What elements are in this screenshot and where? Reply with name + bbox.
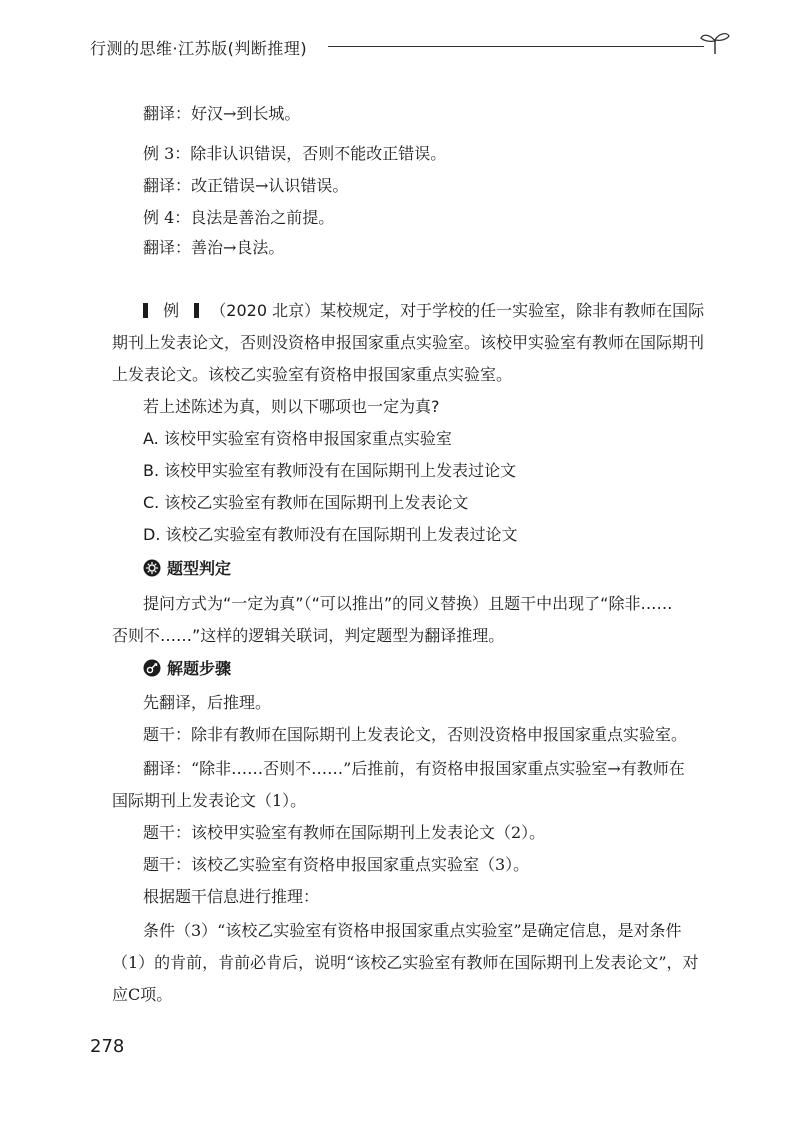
text-line: 根据题干信息进行推理： (143, 887, 320, 906)
solution-heading-label: 解题步骤 (167, 659, 232, 678)
gear-icon (143, 559, 161, 577)
option-d: D. 该校乙实验室有教师没有在国际期刊上发表过论文 (143, 525, 518, 544)
page-number: 278 (90, 1036, 125, 1057)
example-first-line (143, 300, 704, 322)
sprout-icon (698, 30, 732, 56)
option-c: C. 该校乙实验室有教师在国际期刊上发表论文 (143, 493, 469, 512)
text-line: 翻译：好汉→到长城。 (143, 104, 301, 123)
text-line: 题干：该校甲实验室有教师在国际期刊上发表论文（2）。 (143, 823, 546, 842)
running-header (90, 30, 730, 64)
solution-heading (143, 658, 231, 680)
text-line: 例 4：良法是善治之前提。 (143, 208, 335, 227)
text-line: 题干：该校乙实验室有资格申报国家重点实验室（3）。 (143, 855, 530, 874)
example-stem-line: 上发表论文。该校乙实验室有资格申报国家重点实验室。 (112, 365, 513, 384)
text-line: 翻译：改正错误→认识错误。 (143, 176, 349, 195)
text-line: （1）的肯前，肯前必肯后，说明“该校乙实验室有教师在国际期刊上发表论文”，对 (112, 953, 699, 972)
header-rule (328, 46, 704, 47)
text-line: 题干：除非有教师在国际期刊上发表论文，否则没资格申报国家重点实验室。 (143, 725, 688, 744)
text-line: 否则不……”这样的逻辑关联词，判定题型为翻译推理。 (112, 626, 505, 645)
text-line: 应C项。 (112, 985, 173, 1004)
example-marker-left (143, 303, 148, 318)
option-b: B. 该校甲实验室有教师没有在国际期刊上发表过论文 (143, 461, 517, 480)
example-marker-right (194, 303, 199, 318)
text-line: 国际期刊上发表论文（1）。 (112, 791, 307, 810)
example-label: 例 (163, 301, 180, 320)
text-line: 翻译：“除非……否则不……”后推前，有资格申报国家重点实验室→有教师在 (143, 759, 685, 778)
type-heading (143, 558, 231, 580)
text-line: 提问方式为“一定为真”（“可以推出”的同义替换）且题干中出现了“除非…… (143, 594, 673, 613)
text-line: 例 3：除非认识错误，否则不能改正错误。 (143, 144, 447, 163)
text-line: 先翻译，后推理。 (143, 693, 272, 712)
header-title: 行测的思维·江苏版(判断推理) (90, 39, 308, 58)
option-a: A. 该校甲实验室有资格申报国家重点实验室 (143, 429, 452, 448)
example-stem-line: （2020 北京）某校规定，对于学校的任一实验室，除非有教师在国际 (210, 301, 705, 320)
example-question: 若上述陈述为真，则以下哪项也一定为真? (143, 397, 440, 416)
text-line: 条件（3）“该校乙实验室有资格申报国家重点实验室”是确定信息，是对条件 (143, 921, 682, 940)
example-stem-line: 期刊上发表论文，否则没资格申报国家重点实验室。该校甲实验室有教师在国际期刊 (112, 333, 705, 352)
type-heading-label: 题型判定 (167, 559, 232, 578)
text-line: 翻译：善治→良法。 (143, 238, 285, 257)
key-icon (143, 659, 161, 677)
